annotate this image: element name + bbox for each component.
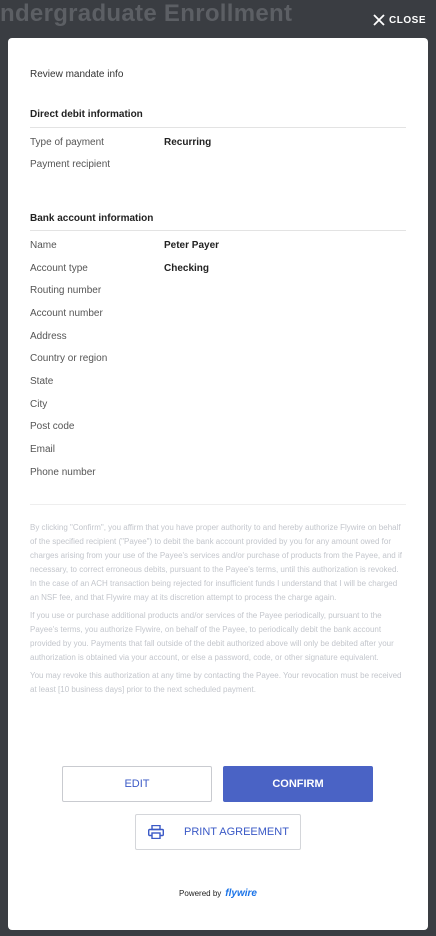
info-label: Name: [30, 240, 57, 251]
info-label: Address: [30, 331, 67, 342]
info-label: Phone number: [30, 467, 96, 478]
close-button[interactable]: [373, 14, 426, 26]
info-label: Account type: [30, 263, 88, 274]
print-agreement-button[interactable]: [135, 814, 301, 850]
close-icon: [373, 14, 385, 26]
info-label: Type of payment: [30, 137, 104, 148]
legal-paragraph: By clicking "Confirm", you affirm that you have proper authority to and hereby authorize Flywire on behalf of the specified recipient ("Payee") to debit the bank account provided by you for any amount owed for charges arising from your use of the Payee's services and/or purchase of products from the Payee, and if necessary, to correct erroneous debits, pursuant to the Payee's terms, until this authorization is revoked. In the case of an ACH transaction being rejected for insufficient funds I understand that I will be charged an NSF fee, and that Flywire may at its discretion attempt to process the charge again.: [30, 523, 402, 602]
info-value: Checking: [164, 263, 210, 274]
legal-paragraph: If you use or purchase additional products and/or services of the Payee periodically, pursuant to the Payee's terms, you authorize Flywire, on behalf of the Payee, to periodically debit the bank account provided by you. Payments that fall outside of the debit authorized above will only be debited after your authorization is obtained via your account, or else a password, code, or other signature equivalent.: [30, 611, 394, 662]
edit-button[interactable]: EDIT: [62, 766, 212, 802]
info-label: Email: [30, 444, 56, 455]
powered-by: [8, 888, 428, 899]
legal-paragraph: You may revoke this authorization at any time by contacting the Payee. Your revocation must be received at least [10 business days] prior to the next scheduled payment.: [30, 671, 402, 694]
info-label: Routing number: [30, 285, 102, 296]
mandate-review-modal: [8, 38, 428, 930]
bank-account-title: Bank account information: [30, 213, 154, 224]
flywire-logo: flywire: [225, 888, 257, 899]
info-label: Post code: [30, 421, 75, 432]
info-label: City: [30, 399, 48, 410]
divider: [30, 127, 406, 128]
powered-by-label: Powered by: [179, 889, 222, 898]
info-value: Recurring: [164, 137, 212, 148]
divider: [30, 230, 406, 231]
confirm-button[interactable]: CONFIRM: [223, 766, 373, 802]
print-agreement-label: PRINT AGREEMENT: [184, 826, 289, 838]
info-value: Peter Payer: [164, 240, 220, 251]
divider: [30, 504, 406, 505]
info-label: Country or region: [30, 353, 108, 364]
info-label: Account number: [30, 308, 103, 319]
close-label: CLOSE: [389, 14, 426, 26]
legal-text: [30, 521, 406, 701]
info-label: State: [30, 376, 54, 387]
backdrop-page-title: ndergraduate Enrollment: [0, 0, 293, 27]
review-title: Review mandate info: [30, 69, 124, 80]
info-label: Payment recipient: [30, 159, 111, 170]
printer-icon: [148, 825, 164, 839]
direct-debit-title: Direct debit information: [30, 109, 143, 120]
